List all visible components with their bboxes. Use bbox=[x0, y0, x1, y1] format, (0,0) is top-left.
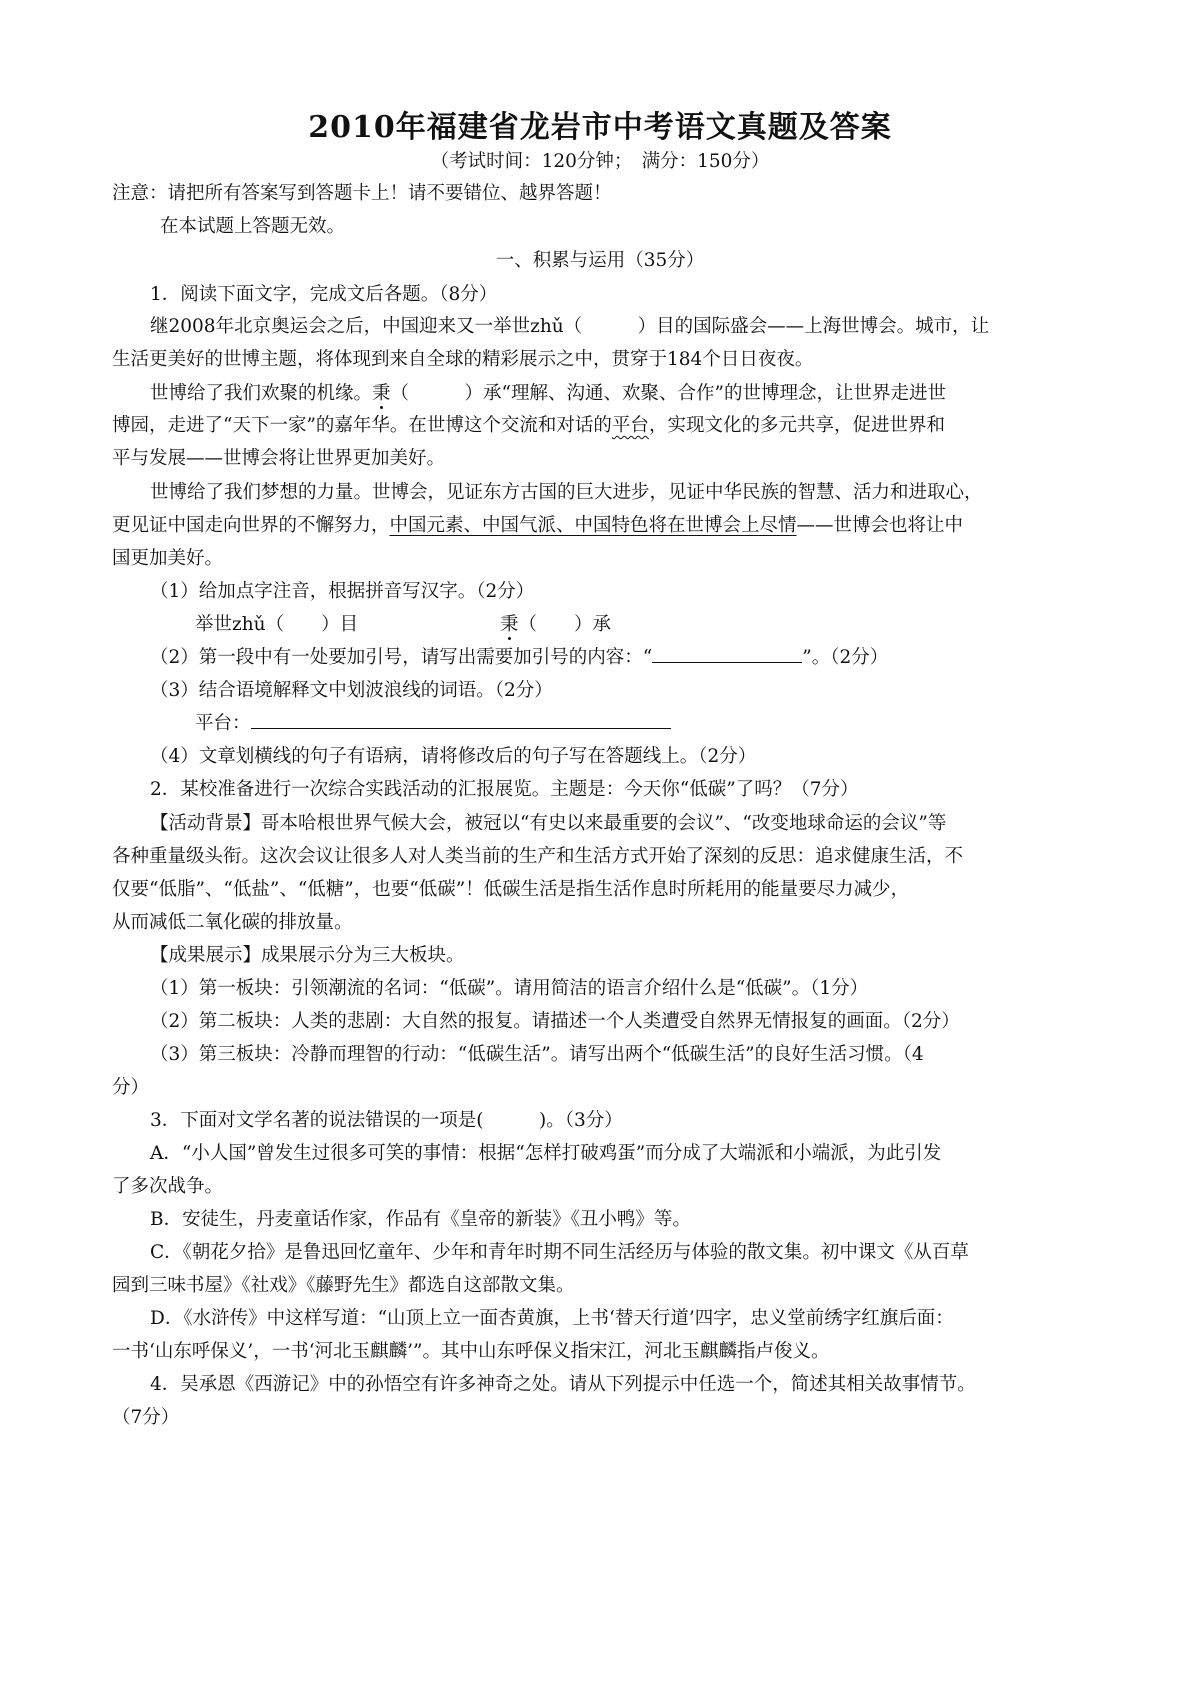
text-segment: （2）第一段中有一处要加引号，请写出需要加引号的内容：“ bbox=[150, 647, 653, 668]
q3-option-a-line-2: 了多次战争。 bbox=[112, 1176, 224, 1197]
q1-paragraph-2-line-2 bbox=[112, 413, 1102, 439]
q1-sub-4: （4）文章划横线的句子有语病，请将修改后的句子写在答题线上。（2分） bbox=[150, 746, 757, 767]
q3-prompt: 3．下面对文学名著的说法错误的一项是( )。（3分） bbox=[150, 1110, 623, 1131]
q1-paragraph-1-line-2: 生活更美好的世博主题，将体现到来自全球的精彩展示之中，贯穿于184个日日夜夜。 bbox=[112, 349, 814, 370]
q1-paragraph-3-line-2 bbox=[112, 513, 1102, 539]
q2-result-3-line-2: 分） bbox=[112, 1077, 150, 1098]
q4-prompt-line-2: （7分） bbox=[112, 1407, 180, 1428]
dotted-char: 秉 bbox=[500, 614, 519, 635]
section-heading: 一、积累与运用（35分） bbox=[495, 250, 705, 271]
text-segment: 博园，走进了“天下一家”的嘉年华。在世博这个交流和对话的 bbox=[112, 415, 612, 436]
q2-result-3-line-1: （3）第三板块：冷静而理智的行动：“低碳生活”。请写出两个“低碳生活”的良好生活习惯。（4 bbox=[150, 1044, 924, 1065]
q3-option-c-line-2: 园到三味书屋》《社戏》《藤野先生》都选自这部散文集。 bbox=[112, 1275, 575, 1296]
q1-sub-2 bbox=[150, 645, 1140, 671]
exam-info: （考试时间：120分钟； 满分：150分） bbox=[430, 151, 770, 172]
q1-sub-1-item-a: 举世zhǔ（ ）目 bbox=[195, 614, 359, 635]
q1-paragraph-1-line-1: 继2008年北京奥运会之后，中国迎来又一举世zhǔ（ ）目的国际盛会——上海世博会。城市，让 bbox=[150, 316, 990, 337]
notice-line-2: 在本试题上答题无效。 bbox=[160, 216, 346, 237]
text-segment: 更见证中国走向世界的不懈努力， bbox=[112, 515, 390, 536]
q2-prompt: 2．某校准备进行一次综合实践活动的汇报展览。主题是：今天你“低碳”了吗？（7分） bbox=[150, 779, 859, 800]
text-segment: ，实现文化的多元共享，促进世界和 bbox=[648, 415, 945, 436]
text-segment: 世博给了我们欢聚的机缘。 bbox=[150, 383, 373, 404]
q3-option-b: B．安徒生，丹麦童话作家，作品有《皇帝的新装》《丑小鸭》等。 bbox=[150, 1209, 691, 1230]
q2-result-1: （1）第一板块：引领潮流的名词：“低碳”。请用简洁的语言介绍什么是“低碳”。（1分） bbox=[150, 978, 869, 999]
q3-option-c-line-1: C．《朝花夕拾》是鲁迅回忆童年、少年和青年时期不同生活经历与体验的散文集。初中课文《从百草 bbox=[150, 1242, 969, 1263]
q3-option-d-line-2: 一书‘山东呼保义’，一书‘河北玉麒麟’”。其中山东呼保义指宋江，河北玉麒麟指卢俊义。 bbox=[112, 1341, 830, 1362]
q3-option-d-line-1: D．《水浒传》中这样写道：“山顶上立一面杏黄旗，上书‘替天行道’四字，忠义堂前绣字红旗后面： bbox=[150, 1308, 954, 1329]
text-segment: ——世博会也将让中 bbox=[796, 515, 964, 536]
q1-paragraph-3-line-3: 国更加美好。 bbox=[112, 548, 224, 569]
q1-paragraph-2-line-3: 平与发展——世博会将让世界更加美好。 bbox=[112, 448, 446, 469]
q1-prompt: 1．阅读下面文字，完成文后各题。（8分） bbox=[150, 284, 498, 305]
q3-option-a-line-1: A．“小人国”曾发生过很多可笑的事情：根据“怎样打破鸡蛋”而分成了大端派和小端派，为此引发 bbox=[150, 1143, 942, 1164]
q1-sub-1: （1）给加点字注音，根据拼音写汉字。（2分） bbox=[150, 581, 535, 602]
answer-blank[interactable] bbox=[251, 712, 671, 729]
q2-background-line-1: 【活动背景】哥本哈根世界气候大会，被冠以“有史以来最重要的会议”、“改变地球命运的会议”等 bbox=[150, 813, 947, 834]
page-title: 2010年福建省龙岩市中考语文真题及答案 bbox=[308, 110, 892, 145]
q2-background-line-3: 仅要“低脂”、“低盐”、“低糖”，也要“低碳”！低碳生活是指生活作息时所耗用的能量要尽力减少， bbox=[112, 879, 910, 900]
q1-sub-3-answer-line bbox=[195, 711, 1185, 737]
underlined-sentence: 中国元素、中国气派、中国特色将在世博会上尽情 bbox=[389, 515, 797, 536]
notice-line-1: 注意：请把所有答案写到答题卡上！请不要错位、越界答题！ bbox=[112, 183, 612, 204]
q4-prompt-line-1: 4．吴承恩《西游记》中的孙悟空有许多神奇之处。请从下列提示中任选一个，简述其相关故事情节。 bbox=[150, 1374, 976, 1395]
answer-label: 平台： bbox=[195, 713, 251, 734]
q1-sub-1-item-b bbox=[500, 612, 1200, 638]
q2-background-line-2: 各种重量级头衔。这次会议让很多人对人类当前的生产和生活方式开始了深刻的反思：追求健康生活，不 bbox=[112, 846, 964, 867]
q2-result-2: （2）第二板块：人类的悲剧：大自然的报复。请描述一个人类遭受自然界无情报复的画面。（2分） bbox=[150, 1011, 960, 1032]
q2-results-heading: 【成果展示】成果展示分为三大板块。 bbox=[150, 945, 465, 966]
dotted-char: 秉 bbox=[372, 383, 391, 404]
wavy-underlined-word: 平台 bbox=[611, 415, 649, 436]
q2-background-line-4: 从而减低二氧化碳的排放量。 bbox=[112, 912, 353, 933]
answer-blank[interactable] bbox=[652, 646, 802, 663]
text-segment: （ ）承 bbox=[518, 614, 612, 635]
q1-paragraph-2-line-1 bbox=[150, 381, 1140, 407]
text-segment: （ ）承“理解、沟通、欢聚、合作”的世博理念，让世界走进世 bbox=[390, 383, 946, 404]
q1-paragraph-3-line-1: 世博给了我们梦想的力量。世博会，见证东方古国的巨大进步，见证中华民族的智慧、活力和进取心， bbox=[150, 482, 983, 503]
text-segment: ”。（2分） bbox=[802, 647, 889, 668]
q1-sub-3: （3）结合语境解释文中划波浪线的词语。（2分） bbox=[150, 680, 553, 701]
